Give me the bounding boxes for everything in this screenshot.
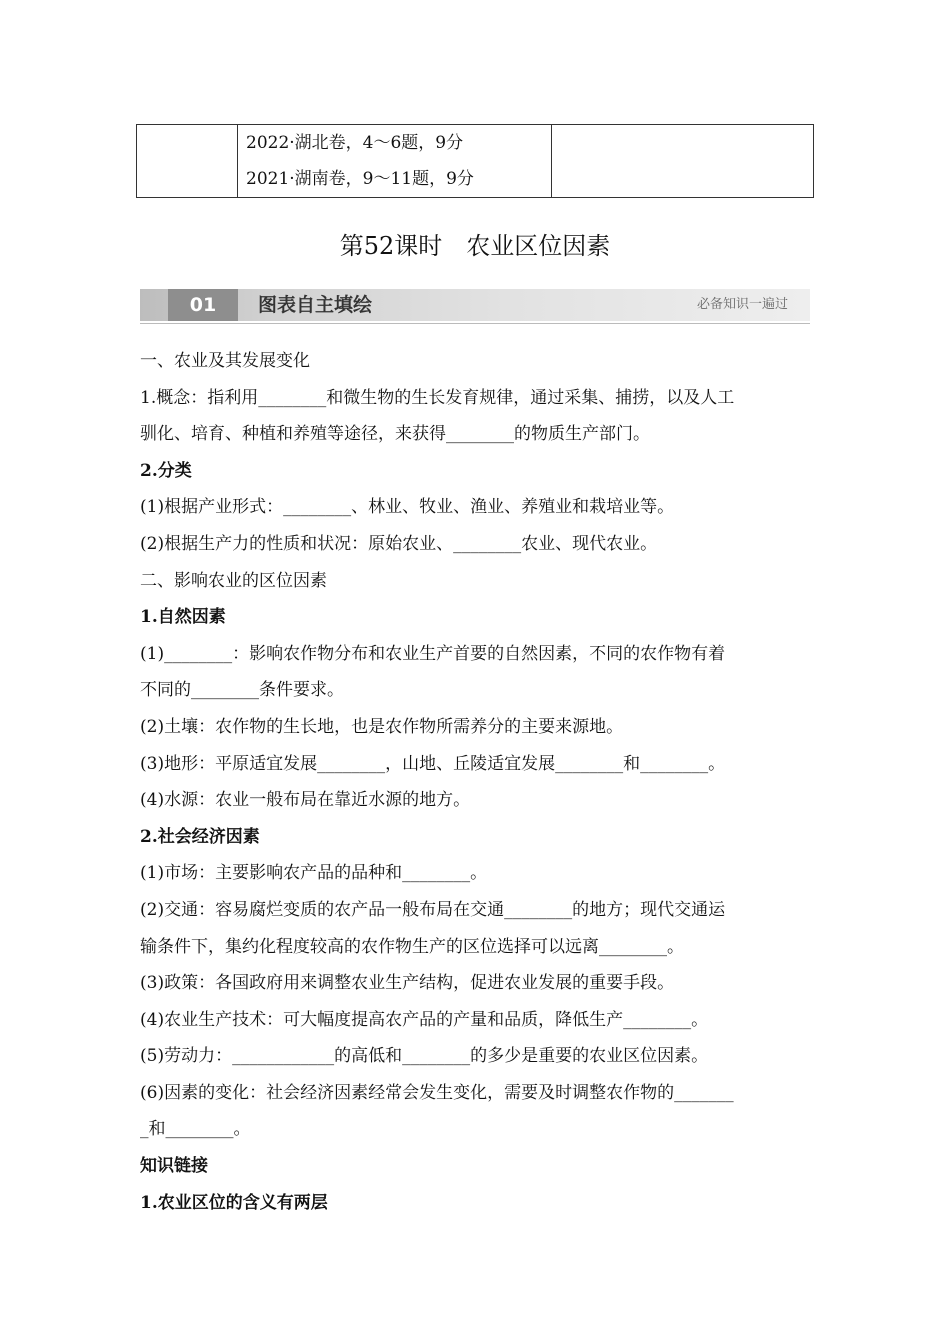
paragraph-line: (3)政策：各国政府用来调整农业生产结构，促进农业发展的重要手段。 — [140, 973, 675, 994]
banner-number: 01 — [189, 294, 217, 316]
paragraph-line: _和________。 — [140, 1119, 251, 1140]
paragraph-line: 不同的________条件要求。 — [140, 680, 344, 701]
lesson-title: 第52课时 农业区位因素 — [339, 232, 611, 260]
section-heading: 一、农业及其发展变化 — [140, 351, 310, 371]
paragraph-line: 驯化、培育、种植和养殖等途径，来获得________的物质生产部门。 — [140, 424, 650, 445]
section-heading: 二、影响农业的区位因素 — [140, 570, 327, 591]
paragraph-line: (2)土壤：农作物的生长地，也是农作物所需养分的主要来源地。 — [140, 716, 624, 737]
section-banner — [140, 289, 810, 321]
table-cell-empty-right — [552, 125, 814, 198]
subsection-heading: 1.农业区位的含义有两层 — [140, 1192, 328, 1213]
paragraph-line: (2)根据生产力的性质和状况：原始农业、________农业、现代农业。 — [140, 533, 658, 554]
banner-title: 图表自主填绘 — [258, 294, 373, 316]
subsection-heading: 1.自然因素 — [140, 607, 226, 628]
paragraph-line: (4)农业生产技术：可大幅度提高农产品的产量和品质，降低生产________。 — [140, 1009, 709, 1030]
document-body — [140, 343, 812, 1221]
exam-source-line: 2021·湖南卷，9～11题，9分 — [246, 169, 474, 189]
paragraph-line: (2)交通：容易腐烂变质的农产品一般布局在交通________的地方；现代交通运 — [140, 899, 726, 920]
paragraph-line: (3)地形：平原适宜发展________，山地、丘陵适宜发展________和________。 — [140, 753, 726, 774]
paragraph-line: 1.概念：指利用________和微生物的生长发育规律，通过采集、捕捞，以及人工 — [140, 387, 735, 408]
banner-underline — [140, 323, 810, 324]
subsection-heading: 2.分类 — [140, 460, 192, 481]
paragraph-line: (6)因素的变化：社会经济因素经常会发生变化，需要及时调整农作物的_______ — [140, 1082, 734, 1103]
paragraph-line: (5)劳动力：____________的高低和________的多少是重要的农业区位因素。 — [140, 1046, 709, 1067]
subsection-heading: 2.社会经济因素 — [140, 826, 260, 847]
exam-source-line: 2022·湖北卷，4～6题，9分 — [246, 133, 464, 153]
banner-right-text: 必备知识一遍过 — [696, 297, 788, 312]
paragraph-line: 输条件下，集约化程度较高的农作物生产的区位选择可以远离________。 — [140, 936, 684, 957]
exam-source-table — [136, 124, 814, 198]
paragraph-line: (1)根据产业形式：________、林业、牧业、渔业、养殖业和栽培业等。 — [140, 497, 675, 518]
table-cell-exam-sources — [238, 125, 552, 198]
knowledge-link-heading: 知识链接 — [140, 1156, 208, 1177]
paragraph-line: (4)水源：农业一般布局在靠近水源的地方。 — [140, 790, 471, 811]
table-cell-empty-left — [137, 125, 238, 198]
paragraph-line: (1)市场：主要影响农产品的品种和________。 — [140, 863, 488, 884]
paragraph-line: (1)________：影响农作物分布和农业生产首要的自然因素，不同的农作物有着 — [140, 643, 726, 664]
